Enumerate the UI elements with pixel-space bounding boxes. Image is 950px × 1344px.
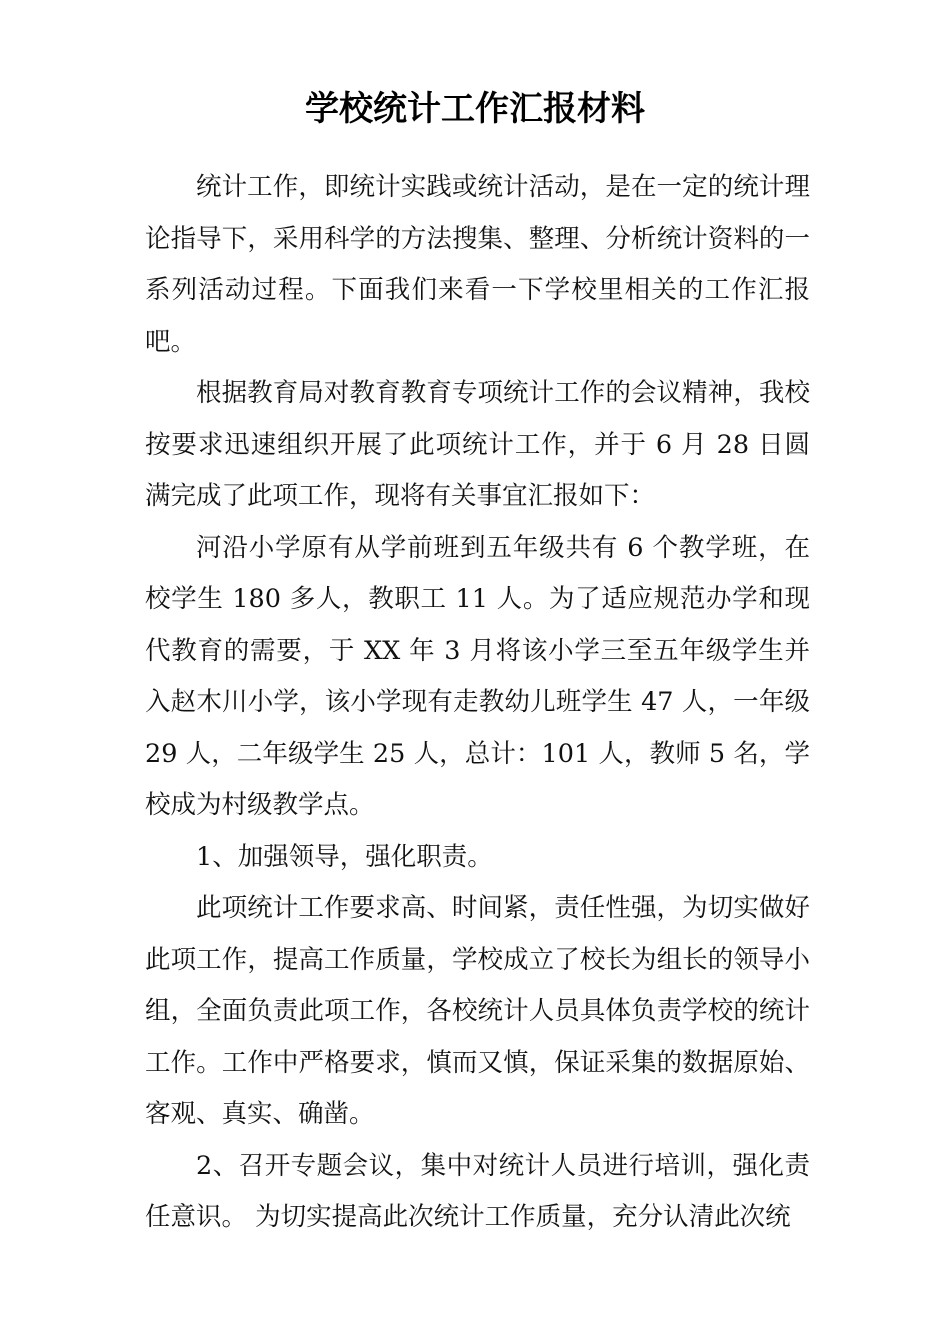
paragraph-background: 根据教育局对教育教育专项统计工作的会议精神，我校按要求迅速组织开展了此项统计工作，并于 6 月 28 日圆满完成了此项工作，现将有关事宜汇报如下： bbox=[145, 378, 810, 511]
section-heading-2: 2、召开专题会议，集中对统计人员进行培训，强化责任意识。 为切实提高此次统计工作质量，充分认清此次统 bbox=[145, 1150, 810, 1232]
paragraph-intro: 统计工作，即统计实践或统计活动，是在一定的统计理论指导下，采用科学的方法搜集、整理、分析统计资料的一系列活动过程。下面我们来看一下学校里相关的工作汇报吧。 bbox=[145, 172, 810, 357]
paragraph-leadership: 此项统计工作要求高、时间紧，责任性强，为切实做好此项工作，提高工作质量，学校成立了校长为组长的领导小组，全面负责此项工作，各校统计人员具体负责学校的统计工作。工作中严格要求，慎而又慎，保证采集的数据原始、客观、真实、确凿。 bbox=[145, 893, 810, 1129]
document-title: 学校统计工作汇报材料 bbox=[305, 89, 645, 129]
paragraph-school-info: 河沿小学原有从学前班到五年级共有 6 个教学班，在校学生 180 多人，教职工 11 人。为了适应规范办学和现代教育的需要，于 XX 年 3 月将该小学三至五年级学生并入赵木川小学，该小学现有走教幼儿班学生 47 人，一年级 29 人，二年级学生 25 人，总计：101 人，教师 5 名，学校成为村级教学点。 bbox=[145, 532, 810, 820]
section-heading-1: 1、加强领导，强化职责。 bbox=[196, 841, 493, 872]
document-body bbox=[145, 162, 810, 1244]
